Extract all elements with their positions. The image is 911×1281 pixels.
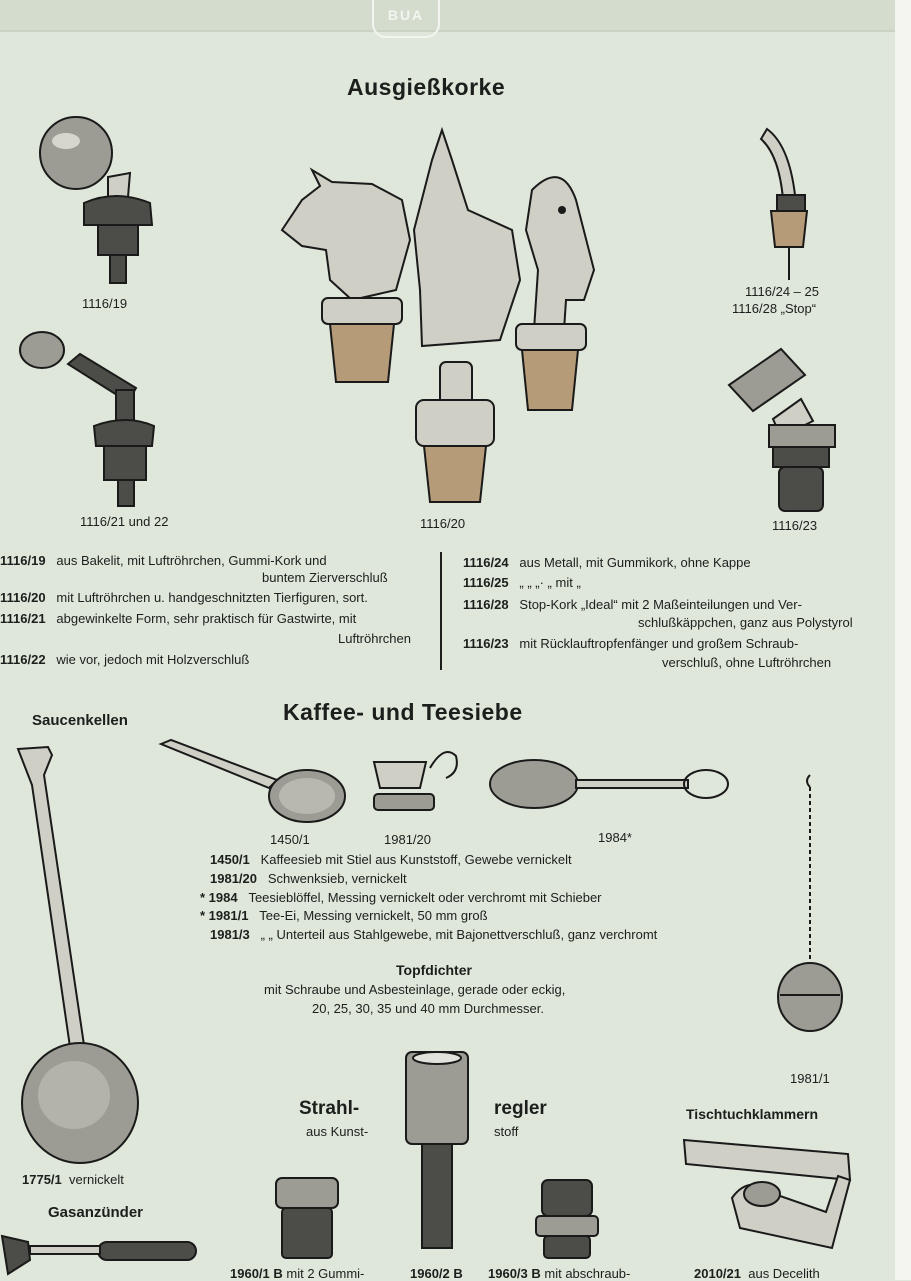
illustration-1116-19 bbox=[36, 115, 156, 295]
item-number: 1116/23 bbox=[463, 636, 509, 651]
item-number: 1116/20 bbox=[0, 590, 46, 605]
caption-1981-1: 1981/1 bbox=[790, 1071, 830, 1086]
item-number: * 1981/1 bbox=[200, 908, 249, 923]
heading-tischtuchklammern: Tischtuchklammern bbox=[686, 1106, 819, 1122]
item-text: Schwenksieb, vernickelt bbox=[267, 871, 407, 886]
item-number: 1116/25 bbox=[463, 575, 509, 590]
illustration-1981-20 bbox=[370, 748, 462, 820]
caption-text: aus Decelith bbox=[748, 1266, 820, 1281]
item-text: Teesieblöffel, Messing vernickelt oder verchromt mit Schieber bbox=[248, 890, 602, 905]
illustration-1116-24 bbox=[755, 125, 825, 285]
item-text: aus Metall, mit Gummikork, ohne Kappe bbox=[519, 555, 751, 570]
caption-1116-19: 1116/19 bbox=[82, 296, 128, 311]
list-item-1981-1 bbox=[200, 908, 488, 923]
list-item-1116-21 bbox=[0, 611, 356, 626]
heading-strahlregler-left: Strahl- bbox=[299, 1098, 360, 1119]
item-text: abgewinkelte Form, sehr praktisch für Gastwirte, mit bbox=[56, 611, 357, 626]
list-item-1116-19 bbox=[0, 553, 327, 568]
caption-number: 1775/1 bbox=[22, 1172, 62, 1187]
list-item-1981-20 bbox=[210, 871, 407, 886]
caption-text: vernickelt bbox=[69, 1172, 124, 1187]
heading-topfdichter: Topfdichter bbox=[396, 962, 472, 978]
caption-number: 1960/2 B bbox=[410, 1266, 463, 1281]
topfdichter-line2: 20, 25, 30, 35 und 40 mm Durchmesser. bbox=[312, 1001, 544, 1016]
heading-gasanzuender: Gasanzünder bbox=[48, 1204, 144, 1221]
item-number: 1116/19 bbox=[0, 553, 46, 568]
item-text: Stop-Kork „Ideal“ mit 2 Maßeinteilungen und Ver- bbox=[519, 597, 802, 612]
illustration-1116-20 bbox=[410, 360, 500, 510]
bua-logo: BUA bbox=[372, 0, 440, 38]
caption-1775-1 bbox=[22, 1172, 124, 1187]
caption-text: mit 2 Gummi- bbox=[286, 1266, 365, 1281]
caption-1116-28: 1116/28 „Stop“ bbox=[732, 301, 817, 316]
item-text: Kaffeesieb mit Stiel aus Kunststoff, Gewebe vernickelt bbox=[260, 852, 572, 867]
item-text: wie vor, jedoch mit Holzverschluß bbox=[56, 652, 250, 667]
item-number: 1116/28 bbox=[463, 597, 509, 612]
item-number: 1116/24 bbox=[463, 555, 509, 570]
list-item-1116-21-cont: Luftröhrchen bbox=[338, 631, 411, 646]
item-number: 1116/22 bbox=[0, 652, 46, 667]
item-text: mit Luftröhrchen u. handgeschnitzten Tierfiguren, sort. bbox=[56, 590, 368, 605]
page-edge bbox=[895, 0, 911, 1280]
list-item-1116-20 bbox=[0, 590, 368, 605]
item-number: 1450/1 bbox=[210, 852, 250, 867]
illustration-1960-1b bbox=[272, 1172, 342, 1264]
top-band bbox=[0, 0, 895, 32]
item-number: 1981/3 bbox=[210, 927, 250, 942]
item-number: 1981/20 bbox=[210, 871, 257, 886]
illustration-1116-23 bbox=[725, 345, 845, 520]
illustration-saucenkelle bbox=[14, 745, 144, 1165]
illustration-gasanzuender bbox=[0, 1230, 200, 1278]
column-divider bbox=[440, 552, 442, 670]
item-number: * 1984 bbox=[200, 890, 238, 905]
list-item-1116-23 bbox=[463, 636, 798, 651]
caption-number: 2010/21 bbox=[694, 1266, 741, 1281]
caption-1116-21: 1116/21 und 22 bbox=[80, 514, 169, 529]
list-item-1116-24 bbox=[463, 555, 751, 570]
caption-1960-3b bbox=[488, 1266, 630, 1281]
list-item-1450-1 bbox=[210, 852, 572, 867]
caption-2010-21 bbox=[694, 1266, 820, 1281]
caption-1981-20: 1981/20 bbox=[384, 832, 431, 847]
strahlregler-sub-left: aus Kunst- bbox=[306, 1124, 369, 1139]
item-number: 1116/21 bbox=[0, 611, 46, 626]
section-title-ausgiesskorke: Ausgießkorke bbox=[347, 74, 506, 100]
item-text: mit Rücklauftropfenfänger und großem Schraub- bbox=[519, 636, 799, 651]
illustration-1981-1 bbox=[776, 773, 846, 1063]
heading-saucenkellen: Saucenkellen bbox=[32, 712, 128, 729]
section-title-kaffee-teesiebe: Kaffee- und Teesiebe bbox=[283, 699, 523, 725]
illustration-2010-21 bbox=[680, 1136, 860, 1262]
caption-1960-2b bbox=[410, 1266, 463, 1281]
illustration-1116-21 bbox=[18, 330, 168, 510]
item-text: Tee-Ei, Messing vernickelt, 50 mm groß bbox=[259, 908, 488, 923]
list-item-1116-23-cont: verschluß, ohne Luftröhrchen bbox=[662, 655, 832, 670]
list-item-1981-3 bbox=[210, 927, 657, 942]
item-text: „ „ „· „ mit „ bbox=[519, 575, 581, 590]
caption-1116-24: 1116/24 – 25 bbox=[745, 284, 819, 299]
list-item-1116-28-cont: schlußkäppchen, ganz aus Polystyrol bbox=[638, 615, 853, 630]
topfdichter-line1: mit Schraube und Asbesteinlage, gerade oder eckig, bbox=[264, 982, 566, 997]
caption-text: mit abschraub- bbox=[544, 1266, 631, 1281]
list-item-1984 bbox=[200, 890, 602, 905]
caption-1960-1b bbox=[230, 1266, 364, 1281]
illustration-1450-1 bbox=[157, 738, 347, 828]
strahlregler-sub-right: stoff bbox=[494, 1124, 519, 1139]
caption-1116-20: 1116/20 bbox=[420, 516, 466, 531]
illustration-1960-3b bbox=[534, 1176, 600, 1262]
caption-1450-1: 1450/1 bbox=[270, 832, 310, 847]
caption-1984: 1984* bbox=[598, 830, 632, 845]
list-item-1116-19-cont: buntem Zierverschluß bbox=[262, 570, 388, 585]
caption-number: 1960/1 B bbox=[230, 1266, 283, 1281]
caption-number: 1960/3 B bbox=[488, 1266, 541, 1281]
illustration-1960-2b bbox=[402, 1048, 474, 1256]
item-text: aus Bakelit, mit Luftröhrchen, Gummi-Kork und bbox=[56, 553, 327, 568]
heading-strahlregler-right: regler bbox=[494, 1098, 547, 1119]
list-item-1116-22 bbox=[0, 652, 249, 667]
illustration-1984 bbox=[488, 756, 736, 812]
caption-1116-23: 1116/23 bbox=[772, 518, 818, 533]
list-item-1116-25 bbox=[463, 575, 581, 590]
item-text: „ „ Unterteil aus Stahlgewebe, mit Bajonettverschluß, ganz verchromt bbox=[260, 927, 658, 942]
list-item-1116-28 bbox=[463, 597, 802, 612]
